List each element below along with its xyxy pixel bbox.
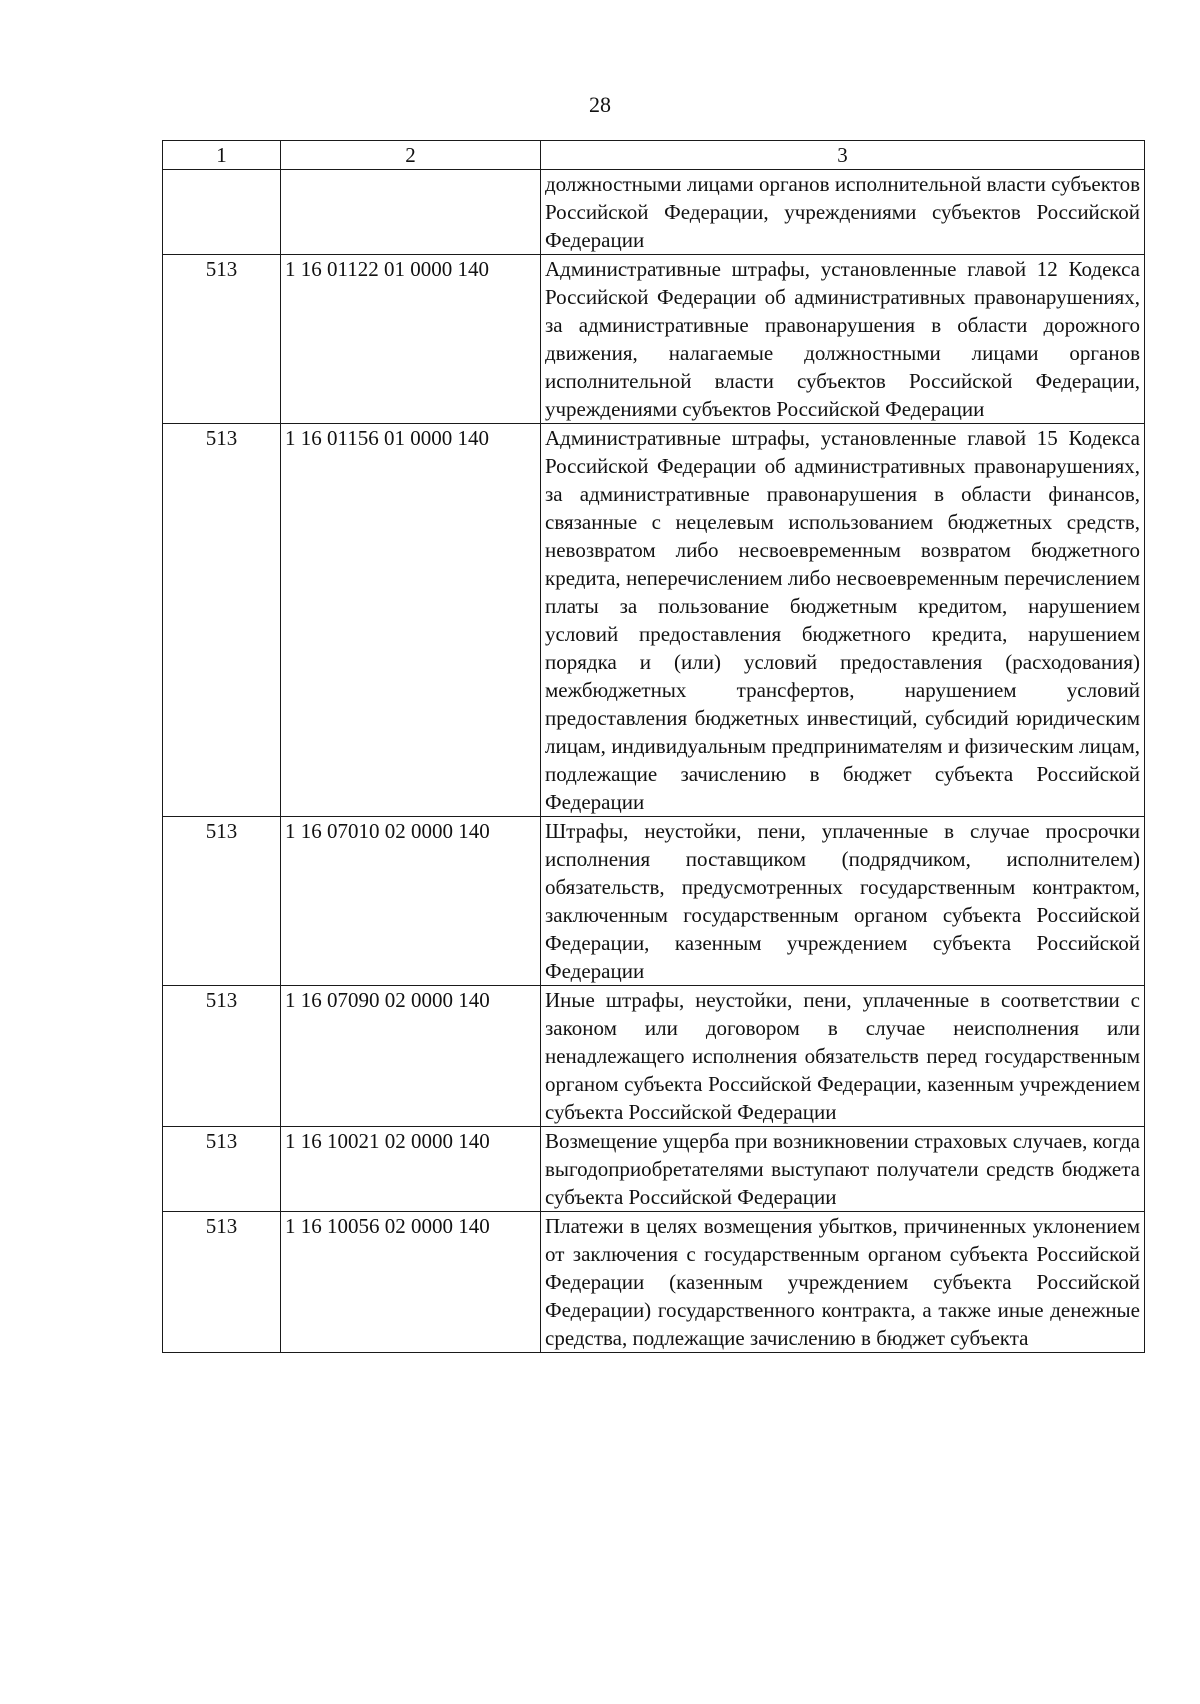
revenue-code-cell: 1 16 07010 02 0000 140	[281, 817, 541, 986]
description-cell: Административные штрафы, установленные главой 15 Кодекса Российской Федерации об административных правонарушениях, за административные правонарушения в области финансов, связанные с нецелевым использованием бюджетных средств, невозвратом либо несвоевременным возвратом бюджетного кредита, неперечислением либо несвоевременным перечислением платы за пользование бюджетным кредитом, нарушением условий предоставления бюджетного кредита, нарушением порядка и (или) условий предоставления (расходования) межбюджетных трансфертов, нарушением условий предоставления бюджетных инвестиций, субсидий юридическим лицам, индивидуальным предпринимателям и физическим лицам, подлежащие зачислению в бюджет субъекта Российской Федерации	[541, 424, 1145, 817]
admin-code-cell: 513	[163, 1212, 281, 1353]
description-cell: должностными лицами органов исполнительной власти субъектов Российской Федерации, учреждениями субъектов Российской Федерации	[541, 170, 1145, 255]
description-cell: Возмещение ущерба при возникновении страховых случаев, когда выгодоприобретателями выступают получатели средств бюджета субъекта Российской Федерации	[541, 1127, 1145, 1212]
column-header-2: 2	[281, 141, 541, 170]
revenue-codes-table	[162, 140, 1145, 1353]
table-body	[163, 170, 1145, 1353]
table-header	[163, 141, 1145, 170]
table-row	[163, 817, 1145, 986]
description-cell: Платежи в целях возмещения убытков, причиненных уклонением от заключения с государственным органом субъекта Российской Федерации (казенным учреждением субъекта Российской Федерации) государственного контракта, а также иные денежные средства, подлежащие зачислению в бюджет субъекта	[541, 1212, 1145, 1353]
table-row	[163, 170, 1145, 255]
table-row	[163, 255, 1145, 424]
revenue-code-cell: 1 16 01156 01 0000 140	[281, 424, 541, 817]
admin-code-cell	[163, 170, 281, 255]
table-row	[163, 1212, 1145, 1353]
admin-code-cell: 513	[163, 424, 281, 817]
revenue-code-cell	[281, 170, 541, 255]
description-cell: Иные штрафы, неустойки, пени, уплаченные в соответствии с законом или договором в случае неисполнения или ненадлежащего исполнения обязательств перед государственным органом субъекта Российской Федерации, казенным учреждением субъекта Российской Федерации	[541, 986, 1145, 1127]
header-row	[163, 141, 1145, 170]
revenue-code-cell: 1 16 07090 02 0000 140	[281, 986, 541, 1127]
table-row	[163, 424, 1145, 817]
admin-code-cell: 513	[163, 986, 281, 1127]
table-row	[163, 986, 1145, 1127]
page-number: 28	[589, 92, 611, 117]
admin-code-cell: 513	[163, 255, 281, 424]
column-header-1: 1	[163, 141, 281, 170]
admin-code-cell: 513	[163, 1127, 281, 1212]
revenue-code-cell: 1 16 10021 02 0000 140	[281, 1127, 541, 1212]
revenue-code-cell: 1 16 10056 02 0000 140	[281, 1212, 541, 1353]
admin-code-cell: 513	[163, 817, 281, 986]
description-cell: Штрафы, неустойки, пени, уплаченные в случае просрочки исполнения поставщиком (подрядчиком, исполнителем) обязательств, предусмотренных государственным контрактом, заключенным государственным органом субъекта Российской Федерации, казенным учреждением субъекта Российской Федерации	[541, 817, 1145, 986]
revenue-code-cell: 1 16 01122 01 0000 140	[281, 255, 541, 424]
description-cell: Административные штрафы, установленные главой 12 Кодекса Российской Федерации об административных правонарушениях, за административные правонарушения в области дорожного движения, налагаемые должностными лицами органов исполнительной власти субъектов Российской Федерации, учреждениями субъектов Российской Федерации	[541, 255, 1145, 424]
column-header-3: 3	[541, 141, 1145, 170]
table-row	[163, 1127, 1145, 1212]
